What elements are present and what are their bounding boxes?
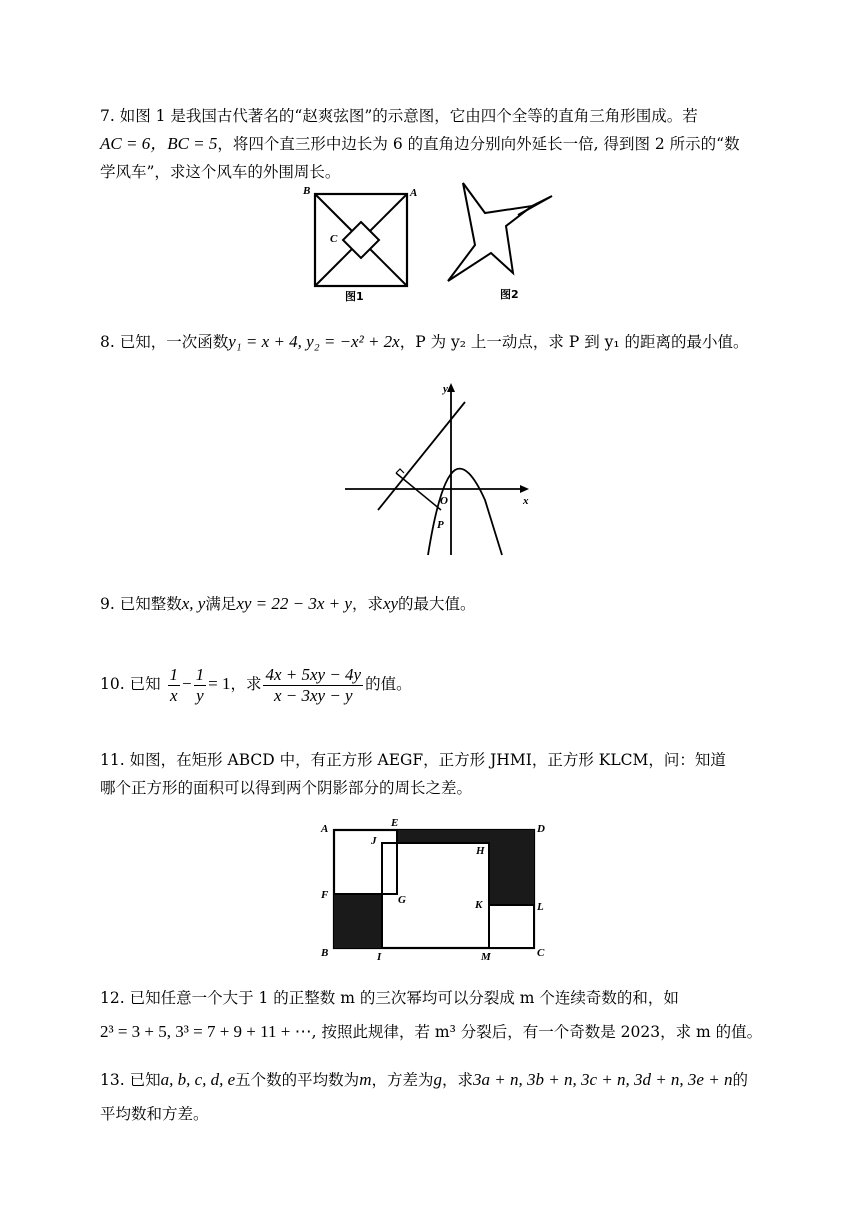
q9-prefix: 9. 已知整数 [100, 595, 182, 613]
question-9 [100, 592, 790, 616]
q7-line3: 学风车”，求这个风车的外围周长。 [100, 163, 341, 181]
label-e: E [391, 818, 399, 829]
question-7 [100, 104, 790, 184]
q12-line2-text: , 按照此规律，若 m³ 分裂后，有一个奇数是 2023，求 m 的值。 [311, 1023, 763, 1041]
zhao-shuang-diagram [300, 182, 420, 304]
rectangle-squares-diagram [315, 818, 555, 968]
label-h: H [476, 845, 485, 857]
q10-f3-den: x − 3xy − y [273, 685, 353, 705]
q9-equation: xy = 22 − 3x + y [236, 594, 352, 613]
q10-f1-den: x [169, 685, 178, 705]
q10-f2-den: y [196, 685, 204, 705]
label-i: I [377, 951, 382, 963]
q9-suffix: ，求 [351, 595, 383, 613]
pinwheel-diagram [440, 178, 570, 304]
origin-label: O [440, 495, 448, 507]
q13-mid2: ，方差为 [371, 1071, 434, 1089]
q7-line2 [100, 132, 790, 156]
question-8 [100, 330, 790, 354]
q7-line1: 7. 如图 1 是我国古代著名的“赵爽弦图”的示意图，它由四个全等的直角三角形围成。若 [100, 107, 698, 125]
q10-end: 的值。 [365, 675, 412, 693]
q13-mid3: ，求 [441, 1071, 473, 1089]
label-b: B [321, 947, 329, 959]
y-axis-label: y [443, 383, 448, 395]
question-12 [100, 986, 790, 1044]
q9-vars: x, y [181, 594, 206, 613]
function-graph [340, 380, 535, 560]
q10-f3-num: 4x + 5xy − 4y [265, 664, 362, 684]
q13-end: 的 [732, 1071, 748, 1089]
q13-mid1: 五个数的平均数为 [235, 1071, 360, 1089]
label-k: K [475, 899, 483, 911]
question-13 [100, 1068, 790, 1126]
label-f: F [321, 889, 329, 901]
question-11 [100, 748, 790, 800]
label-c: C [330, 233, 338, 245]
label-b: B [303, 185, 311, 197]
q12-line1: 12. 已知任意一个大于 1 的正整数 m 的三次幂均可以分裂成 m 个连续奇数的和，如 [100, 989, 679, 1007]
q10-mid: ，求 [230, 675, 262, 693]
q8-prefix: 8. 已知，一次函数 [100, 333, 229, 351]
label-a: A [321, 823, 329, 835]
q13-line2: 平均数和方差。 [100, 1105, 209, 1123]
label-j: J [371, 835, 377, 847]
x-axis-label: x [523, 495, 529, 507]
q10-fraction-1 [168, 665, 181, 706]
q12-example: 2³ = 3 + 5, 3³ = 7 + 9 + 11 + ⋯ [100, 1022, 312, 1041]
fig2-caption: 图2 [500, 288, 519, 301]
q11-line1: 11. 如图，在矩形 ABCD 中，有正方形 AEGF，正方形 JHMI，正方形 KLCM，问：知道 [100, 751, 726, 769]
q8-question: P 为 y₂ 上一动点，求 P 到 y₁ 的距离的最小值。 [415, 333, 749, 351]
label-a: A [410, 187, 418, 199]
question-10 [100, 662, 790, 706]
q10-fraction-3 [263, 665, 363, 706]
q13-prefix: 13. 已知 [100, 1071, 161, 1089]
q8-comma: ， [399, 333, 416, 351]
label-l: L [537, 901, 544, 913]
point-p-label: P [437, 519, 444, 531]
label-g: G [398, 894, 406, 906]
q10-f2-num: 1 [195, 664, 205, 684]
q7-line2-text: ，将四个直三形中边长为 6 的直角边分别向外延长一倍, 得到图 2 所示的“数 [217, 135, 740, 153]
q10-eq: = 1 [208, 674, 231, 693]
fig1-caption: 图1 [345, 290, 364, 303]
q9-xy: xy [382, 594, 399, 613]
q10-f1-num: 1 [169, 664, 179, 684]
q7-given-values: AC = 6，BC = 5 [100, 134, 218, 153]
q13-expr: 3a + n, 3b + n, 3c + n, 3d + n, 3e + n [473, 1070, 733, 1089]
q13-m: m [359, 1070, 372, 1089]
q11-line2: 哪个正方形的面积可以得到两个阴影部分的周长之差。 [100, 779, 473, 797]
q12-line2 [100, 1020, 790, 1044]
q10-fraction-2 [194, 665, 207, 706]
q13-vars: a, b, c, d, e [160, 1070, 236, 1089]
q9-mid: 满足 [205, 595, 237, 613]
q10-minus: − [182, 674, 192, 693]
label-c: C [537, 947, 545, 959]
label-d: D [537, 823, 545, 835]
label-m: M [481, 951, 491, 963]
q13-g: g [433, 1070, 442, 1089]
q8-functions: y₁ = x + 4, y₂ = −x² + 2x [228, 332, 400, 351]
q10-prefix: 10. 已知 [100, 675, 161, 693]
q9-end: 的最大值。 [398, 595, 476, 613]
